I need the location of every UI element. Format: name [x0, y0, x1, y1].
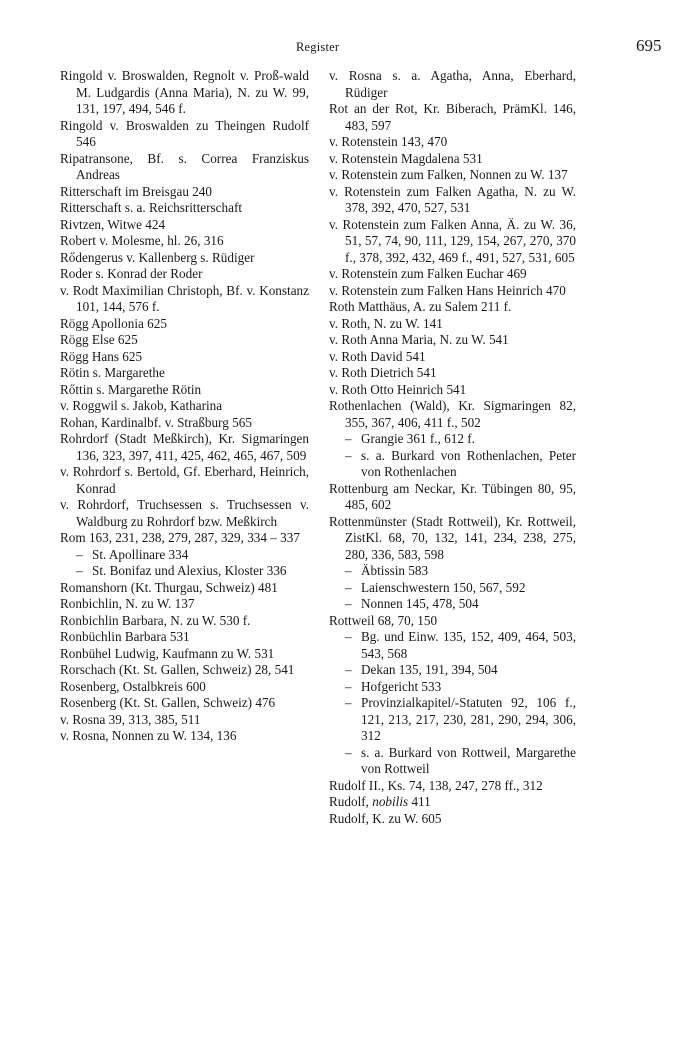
index-entry: [60, 530, 309, 547]
index-entry-text: Rudolf II., Ks. 74, 138, 247, 278 ff., 312: [329, 777, 543, 793]
index-entry-text: Rőttin s. Margarethe Rötin: [60, 381, 202, 397]
index-entry: [329, 316, 576, 333]
index-entry: [60, 151, 309, 184]
index-entry: [60, 497, 309, 530]
index-column-left: [60, 68, 309, 745]
index-entry: [60, 382, 309, 399]
index-entry-text: v. Rotenstein zum Falken Anna, Ä. zu W. 36, 51, 57, 74, 90, 111, 129, 154, 267, 270, 370 f., 378, 392, 432, 469 f., 491, 527, 531, 605: [329, 216, 576, 265]
index-entry-text: v. Rotenstein zum Falken Euchar 469: [329, 266, 527, 281]
index-entry-text: Rötin s. Margarethe: [60, 365, 165, 380]
index-entry: [329, 481, 576, 514]
index-entry: [329, 365, 576, 382]
index-entry-text: v. Rotenstein zum Falken Agatha, N. zu W. 378, 392, 470, 527, 531: [329, 183, 576, 215]
index-entry: [329, 613, 576, 630]
index-entry: [329, 184, 576, 217]
index-entry: [60, 365, 309, 382]
index-entry: [60, 646, 309, 663]
index-entry-text: Rivtzen, Witwe 424: [60, 216, 166, 232]
index-entry-text: Rottenburg am Neckar, Kr. Tübingen 80, 95, 485, 602: [329, 480, 576, 512]
index-entry: – Hofgericht 533: [345, 678, 442, 694]
index-entry-text: Robert v. Molesme, hl. 26, 316: [60, 233, 224, 248]
index-entry-text: Rosenberg, Ostalbkreis 600: [60, 678, 206, 694]
index-entry-text: Ronbüchlin Barbara 531: [60, 629, 190, 644]
index-entry: [60, 217, 309, 234]
index-entry: [329, 167, 576, 184]
index-entry-text: Rottweil 68, 70, 150: [329, 612, 438, 628]
index-entry: – St. Apollinare 334: [76, 546, 189, 562]
index-entry-text: s. a. Burkard von Rothenlachen, Peter von Rothenlachen: [361, 447, 576, 479]
index-column-right: [329, 68, 576, 827]
index-entry: [329, 382, 576, 399]
index-entry: [329, 283, 576, 300]
index-entry: [329, 299, 576, 316]
index-entry: – Provinzialkapitel/-Statuten 92, 106 f., 121, 213, 217, 230, 281, 290, 294, 306, 312: [345, 695, 576, 743]
index-entry: [60, 580, 309, 597]
index-entry: [329, 794, 576, 811]
index-entry: – Laienschwestern 150, 567, 592: [345, 579, 526, 595]
index-entry-text: v. Roth David 541: [329, 348, 426, 364]
running-title: Register: [296, 40, 340, 54]
index-entry-text: Romanshorn (Kt. Thurgau, Schweiz) 481: [60, 579, 278, 595]
index-entry: [60, 464, 309, 497]
index-entry-text: v. Rotenstein zum Falken Hans Heinrich 470: [329, 282, 566, 298]
index-entry-text: Rögg Else 625: [60, 332, 138, 347]
index-entry-text: Rom 163, 231, 238, 279, 287, 329, 334 – 337: [60, 530, 300, 545]
index-entry: [60, 679, 309, 696]
index-entry-text: Rothenlachen (Wald), Kr. Sigmaringen 82, 355, 367, 406, 411 f., 502: [329, 398, 576, 430]
index-entry: [60, 415, 309, 432]
index-entry: – s. a. Burkard von Rothenlachen, Peter von Rothenlachen: [345, 447, 576, 479]
index-entry-text: Rot an der Rot, Kr. Biberach, PrämKl. 146, 483, 597: [329, 101, 576, 133]
index-entry: – Bg. und Einw. 135, 152, 409, 464, 503, 543, 568: [345, 629, 576, 661]
index-entry-text: v. Rodt Maximilian Christoph, Bf. v. Konstanz 101, 144, 576 f.: [60, 282, 309, 314]
index-entry-text: Nonnen 145, 478, 504: [361, 596, 479, 611]
index-entry: [60, 233, 309, 250]
index-entry-text: St. Apollinare 334: [92, 546, 189, 562]
index-entry-text: Ronbichlin, N. zu W. 137: [60, 596, 195, 611]
index-entry-text: Provinzialkapitel/-Statuten 92, 106 f., 121, 213, 217, 230, 281, 290, 294, 306, 312: [361, 695, 576, 743]
index-entry: [60, 596, 309, 613]
index-entry: [329, 217, 576, 267]
index-entry: – Grangie 361 f., 612 f.: [345, 431, 475, 446]
index-entry: [60, 316, 309, 333]
index-entry-text: Rorschach (Kt. St. Gallen, Schweiz) 28, 541: [60, 662, 295, 677]
index-entry: [329, 778, 576, 795]
index-entry-text: Roder s. Konrad der Roder: [60, 266, 203, 281]
index-entry-text: v. Rohrdorf, Truchsessen s. Truchsessen v. Waldburg zu Rohrdorf bzw. Meßkirch: [60, 497, 309, 529]
index-entry-text: v. Rosna s. a. Agatha, Anna, Eberhard, Rüdiger: [329, 68, 576, 100]
index-entry: [60, 629, 309, 646]
index-entry: – Dekan 135, 191, 394, 504: [345, 662, 498, 677]
index-entry-text: Ronbichlin Barbara, N. zu W. 530 f.: [60, 612, 251, 628]
index-entry: [60, 349, 309, 366]
index-entry: [60, 728, 309, 745]
index-entry-text: Dekan 135, 191, 394, 504: [361, 662, 498, 677]
index-entry-text: Rögg Apollonia 625: [60, 315, 167, 331]
index-entry-text: v. Roth Dietrich 541: [329, 365, 437, 380]
index-entry-text: Laienschwestern 150, 567, 592: [361, 579, 526, 595]
index-entry-text: Rohan, Kardinalbf. v. Straßburg 565: [60, 414, 252, 430]
index-entry: [329, 398, 576, 431]
index-entry-text: Rottenmünster (Stadt Rottweil), Kr. Rottweil, ZistKl. 68, 70, 132, 141, 234, 238, 275, 280, 336, 583, 598: [329, 513, 576, 562]
index-entry: [329, 151, 576, 168]
index-entry-text: Grangie 361 f., 612 f.: [361, 431, 475, 446]
index-entry-text: v. Rohrdorf s. Bertold, Gf. Eberhard, Heinrich, Konrad: [60, 464, 309, 496]
index-entry: [329, 811, 576, 828]
index-entry-text: Ripatransone, Bf. s. Correa Franziskus Andreas: [60, 150, 309, 182]
index-entry-text: Ronbühel Ludwig, Kaufmann zu W. 531: [60, 645, 275, 661]
index-entry: [60, 398, 309, 415]
index-entry: – s. a. Burkard von Rottweil, Margarethe von Rottweil: [345, 744, 576, 776]
index-entry-text: Rohrdorf (Stadt Meßkirch), Kr. Sigmaringen 136, 323, 397, 411, 425, 462, 465, 467, 509: [60, 431, 309, 463]
index-entry-text: Hofgericht 533: [361, 678, 442, 694]
index-entry: [60, 613, 309, 630]
index-entry-text: Rődengerus v. Kallenberg s. Rüdiger: [60, 249, 255, 265]
index-entry: [60, 250, 309, 267]
index-entry: – Nonnen 145, 478, 504: [345, 596, 479, 611]
index-entry: [329, 266, 576, 283]
index-entry-text: Rögg Hans 625: [60, 348, 143, 364]
index-entry-text: v. Roth, N. zu W. 141: [329, 315, 443, 331]
index-entry: [60, 266, 309, 283]
index-entry-text: Rudolf,: [329, 794, 373, 809]
index-entry: [60, 662, 309, 679]
index-entry: [60, 283, 309, 316]
index-entry: [329, 101, 576, 134]
index-entry-text: Rosenberg (Kt. St. Gallen, Schweiz) 476: [60, 695, 276, 710]
index-entry: – St. Bonifaz und Alexius, Kloster 336: [76, 563, 287, 578]
index-entry: [60, 332, 309, 349]
index-entry-pages: 411: [408, 794, 431, 809]
index-entry: [60, 68, 309, 118]
index-entry: [60, 200, 309, 217]
index-entry-text: Ringold v. Broswalden zu Theingen Rudolf 546: [60, 117, 309, 149]
index-entry-text: Roth Matthäus, A. zu Salem 211 f.: [329, 299, 512, 314]
index-entry-text: Rudolf, K. zu W. 605: [329, 810, 442, 826]
index-entry-text: Ritterschaft s. a. Reichsritterschaft: [60, 200, 242, 215]
index-entry-text: Ringold v. Broswalden, Regnolt v. Proß-wald M. Ludgardis (Anna Maria), N. zu W. 99, 131, 197, 494, 546 f.: [60, 68, 309, 116]
index-entry: [329, 68, 576, 101]
index-entry: [60, 695, 309, 712]
index-entry: – Äbtissin 583: [345, 563, 429, 578]
index-entry: [329, 134, 576, 151]
index-entry: [329, 349, 576, 366]
index-entry-text: s. a. Burkard von Rottweil, Margarethe von Rottweil: [361, 744, 576, 776]
index-entry: [60, 431, 309, 464]
index-entry: [60, 712, 309, 729]
index-entry: [329, 332, 576, 349]
index-entry-text: v. Rotenstein 143, 470: [329, 134, 448, 149]
index-entry-text: v. Rosna 39, 313, 385, 511: [60, 711, 201, 727]
index-entry-text: v. Rotenstein Magdalena 531: [329, 150, 483, 166]
index-entry-text: St. Bonifaz und Alexius, Kloster 336: [92, 563, 287, 578]
index-entry-text: v. Roggwil s. Jakob, Katharina: [60, 398, 223, 413]
index-entry-text: Ritterschaft im Breisgau 240: [60, 183, 212, 199]
index-entry-text: v. Rotenstein zum Falken, Nonnen zu W. 137: [329, 167, 568, 182]
index-entry-text: Äbtissin 583: [361, 563, 429, 578]
index-entry-italic: nobilis: [372, 794, 409, 809]
index-entry-text: v. Roth Otto Heinrich 541: [329, 381, 467, 397]
index-entry-text: Bg. und Einw. 135, 152, 409, 464, 503, 543, 568: [361, 629, 576, 661]
page-number: 695: [636, 36, 662, 55]
index-entry: [60, 118, 309, 151]
index-entry-text: v. Roth Anna Maria, N. zu W. 541: [329, 332, 509, 347]
index-entry: [60, 184, 309, 201]
index-entry: [329, 514, 576, 564]
index-entry-text: v. Rosna, Nonnen zu W. 134, 136: [60, 728, 237, 743]
